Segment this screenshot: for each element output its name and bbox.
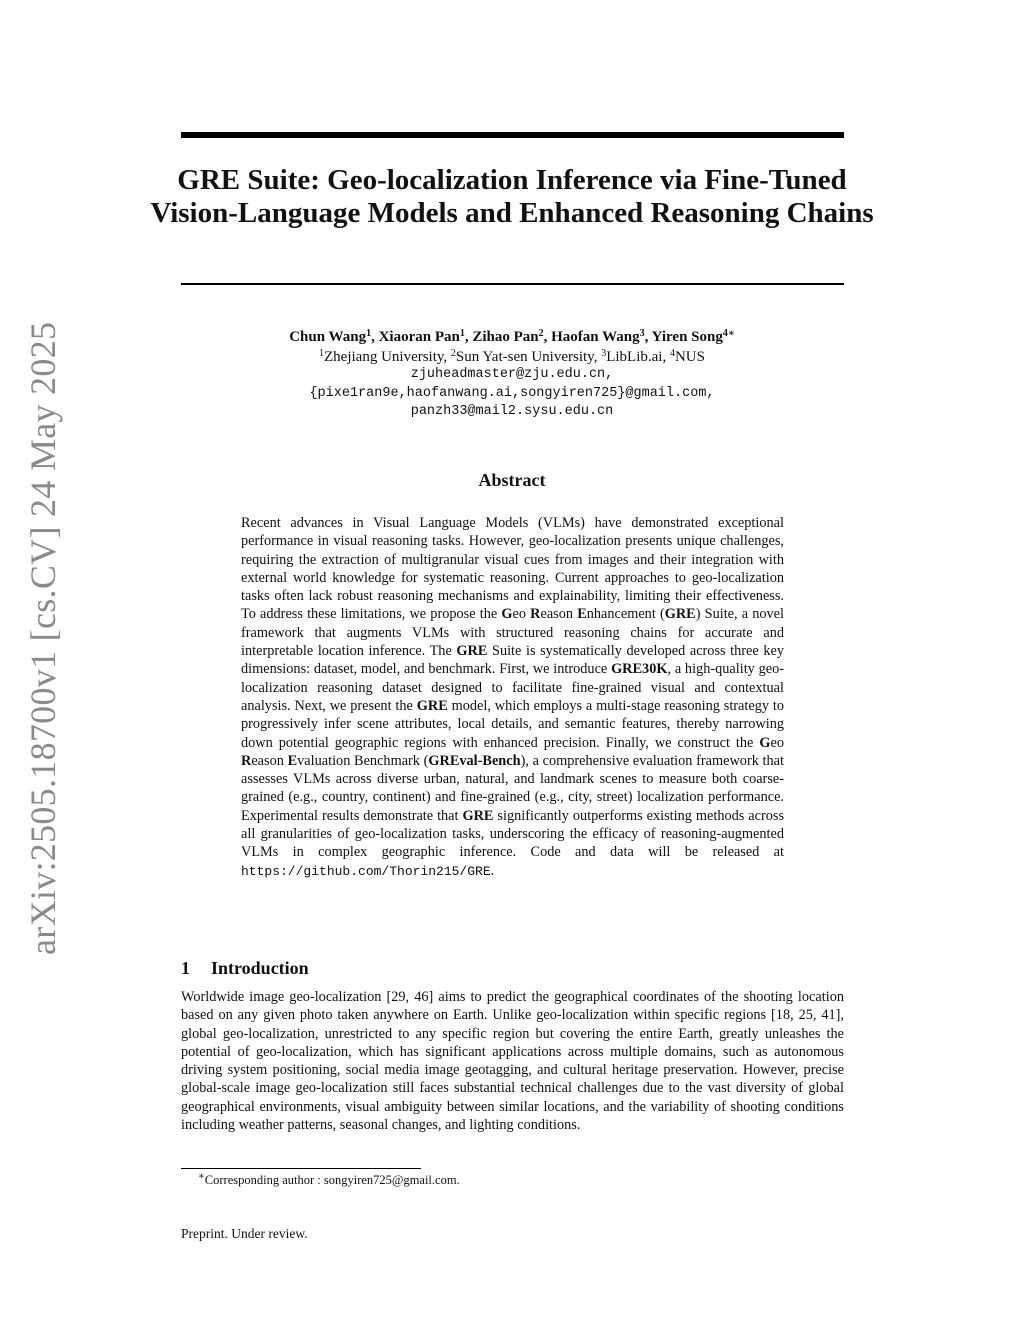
author: Haofan Wang [551,329,640,345]
code-link[interactable]: https://github.com/Thorin215/GRE [241,863,491,879]
author: Chun Wang [289,329,367,345]
author: Yiren Song [651,329,723,345]
preprint-notice: Preprint. Under review. [181,1226,308,1241]
abstract-heading: Abstract [478,470,546,490]
affiliation: NUS [674,349,705,365]
title-top-rule [181,132,844,138]
footnote-rule [181,1168,421,1169]
abstract-body: Recent advances in Visual Language Models (VLMs) have demonstrated exceptional performance in visual reasoning tasks. However, geo-localization presents unique challenges, requiring the extraction of multigranular visual cues from images and their integration with external world knowledge for systematic reasoning. Current approaches to geo-localization tasks often lack robust reasoning mechanisms and explainability, limiting their effectiveness. To address these limitations, we propose the Geo Reason Enhancement (GRE) Suite, a novel framework that augments VLMs with structured reasoning chains for accurate and interpretable location inference. The GRE Suite is systematically developed across three key dimensions: dataset, model, and benchmark. First, we introduce GRE30K, a high-quality geo-localization reasoning dataset designed to facilitate fine-grained visual and contextual analysis. Next, we present the GRE model, which employs a multi-stage reasoning strategy to progressively infer scene attributes, local details, and semantic features, thereby narrowing down potential geographic regions with enhanced precision. Finally, we construct the Geo Reason Evaluation Benchmark (GREval-Bench), a comprehensive evaluation framework that assesses VLMs across diverse urban, natural, and landmark scenes to measure both coarse-grained (e.g., country, continent) and fine-grained (e.g., city, street) localization performance. Experimental results demonstrate that GRE significantly outperforms existing methods across all granularities of geo-localization tasks, underscoring the efficacy of reasoning-augmented VLMs in complex geographic inference. Code and data will be released at https://github.com/Thorin215/GRE. [241,515,785,879]
footnote: ∗Corresponding author : songyiren725@gmail.com. [198,1171,460,1187]
email-line: panzh33@mail2.sysu.edu.cn [410,404,614,419]
affiliation: Sun Yat-sen University [455,349,594,365]
arxiv-side-stamp: arXiv:2505.18700v1 [cs.CV] 24 May 2025 [23,321,63,955]
introduction-paragraph: Worldwide image geo-localization [29, 46] aims to predict the geographical coordinates of the shooting location based on any given photo taken anywhere on Earth. Unlike geo-localization within specific regions [18, 25, 41], global geo-localization, unrestricted to any specific region but covering the entire Earth, greatly unleashes the potential of geo-localization, which has significant applications across multiple domains, such as autonomous driving system positioning, social media image geotagging, and cultural heritage preservation. However, precise global-scale image geo-localization still faces substantial technical challenges due to the vast diversity of global geographical environments, visual ambiguity between similar locations, and the variability of shooting conditions including weather patterns, seasonal changes, and lighting conditions. [181,989,844,1134]
email-line: {pixe1ran9e,haofanwang.ai,songyiren725}@gmail.com, [309,385,715,401]
email-block [160,366,864,422]
affiliation: Zhejiang University [324,349,444,365]
author-list: Chun Wang$^1$, Xiaoran Pan$^1$, Zihao Pan$^2$, Haofan Wang$^3$, Yiren Song$^{4∗}$ [289,328,735,345]
paper-title: GRE Suite: Geo-localization Inference via Fine-Tuned Vision-Language Models and Enhanced Reasoning Chains [150,164,874,229]
section-heading-introduction: 1 Introduction [181,958,309,978]
affiliation-list: $^1$Zhejiang University, $^2$Sun Yat-sen University, $^3$LibLib.ai, $^4$NUS [319,348,705,365]
author: Xiaoran Pan [378,329,460,345]
author: Zihao Pan [472,329,539,345]
title-bottom-rule [181,283,844,285]
email-line: zjuheadmaster@zju.edu.cn, [410,367,614,382]
affiliation: LibLib.ai [606,349,663,365]
